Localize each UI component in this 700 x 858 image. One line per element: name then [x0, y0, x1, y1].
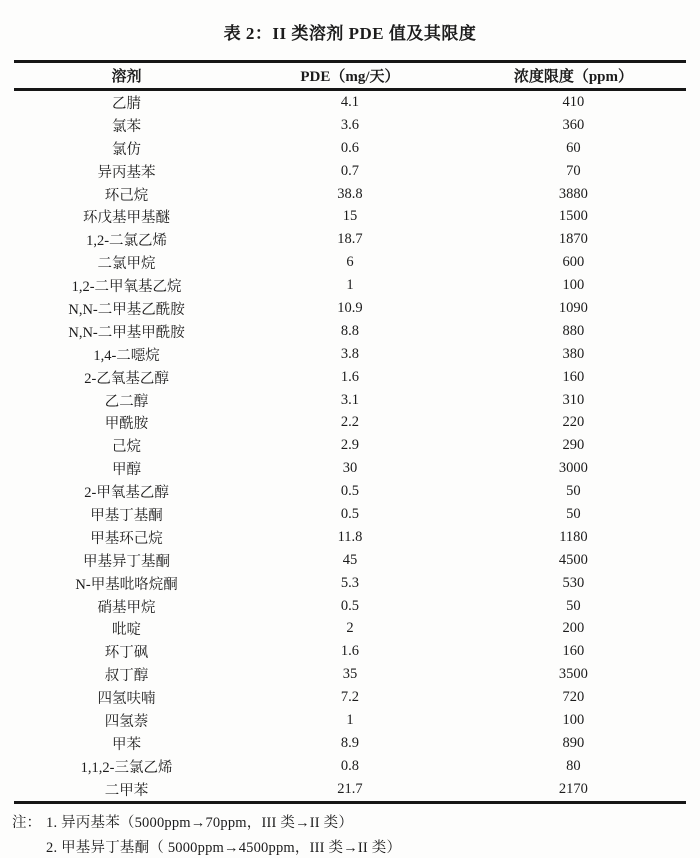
limit-value-cell: 1180 [559, 528, 588, 545]
pde-value-cell: 0.5 [340, 505, 360, 522]
table-row [14, 389, 686, 412]
solvent-name-cell: 吡啶 [112, 622, 142, 639]
solvent-name-cell: 硝基甲烷 [97, 599, 156, 616]
col-header-pde: PDE（mg/天） [239, 62, 461, 90]
pde-value-cell: 18.7 [337, 231, 363, 248]
solvent-name-cell: 二甲苯 [14, 778, 239, 802]
limit-value-cell: 200 [562, 620, 585, 637]
pde-value-cell: 6 [346, 254, 354, 271]
table-row [14, 755, 686, 778]
pde-value-cell: 1.6 [340, 643, 360, 660]
pde-value-cell: 3.8 [340, 345, 360, 362]
solvent-name-cell: 2-甲氧基乙醇 [84, 485, 169, 502]
limit-value-cell: 410 [562, 93, 585, 110]
limit-value-cell: 4500 [558, 551, 588, 568]
col-header-limit: 浓度限度（ppm） [461, 62, 686, 90]
solvent-name-cell: N-甲基吡咯烷酮 [75, 576, 178, 593]
limit-value-cell: 3880 [558, 185, 588, 202]
table-row [14, 617, 686, 640]
table-row [14, 411, 686, 434]
footnote-item-1: 1. 异丙基苯（5000ppm→70ppm，III 类→II 类） [46, 814, 354, 831]
pde-value-cell: 5.3 [340, 574, 360, 591]
solvent-name-cell: 乙二醇 [104, 393, 149, 410]
notes-label: 注： [12, 814, 41, 831]
pde-value-cell: 3.1 [340, 391, 360, 408]
table-row [14, 183, 686, 206]
limit-value-cell: 2170 [461, 778, 686, 802]
pde-value-cell: 10.9 [337, 299, 363, 316]
limit-value-cell: 160 [562, 368, 585, 385]
pde-value-cell: 8.9 [340, 734, 360, 751]
pde-value-cell: 38.8 [337, 185, 363, 202]
table-row [14, 320, 686, 343]
table-row [14, 114, 686, 137]
table-row [14, 251, 686, 274]
solvent-name-cell: 四氢呋喃 [97, 691, 156, 708]
pde-value-cell: 30 [342, 460, 358, 477]
footnotes [12, 811, 688, 858]
pde-value-cell: 35 [342, 666, 358, 683]
pde-value-cell: 3.6 [340, 116, 360, 133]
solvent-name-cell: 环丁砜 [104, 645, 149, 662]
table-row [14, 595, 686, 618]
pde-value-cell: 0.6 [340, 139, 360, 156]
table-row [14, 778, 686, 802]
pde-value-cell: 15 [342, 208, 358, 225]
pde-value-cell: 2 [346, 620, 354, 637]
solvent-name-cell: N,N-二甲基甲酰胺 [68, 324, 185, 341]
limit-value-cell: 50 [566, 597, 581, 614]
solvent-name-cell: 环己烷 [104, 187, 149, 204]
solvent-name-cell: 1,2-二氯乙烯 [86, 233, 168, 250]
solvent-name-cell: 二氯甲烷 [97, 256, 156, 273]
solvent-name-cell: 甲醇 [112, 462, 142, 479]
table-title: 表 2：II 类溶剂 PDE 值及其限度 [223, 24, 477, 43]
pde-value-cell: 45 [342, 551, 358, 568]
pde-value-cell: 21.7 [239, 778, 461, 802]
solvent-name-cell: 氯仿 [112, 141, 142, 158]
solvent-name-cell: 环戊基甲基醚 [83, 210, 171, 227]
solvent-name-cell: 己烷 [112, 439, 142, 456]
limit-value-cell: 100 [562, 277, 585, 294]
solvent-name-cell: 甲苯 [112, 736, 142, 753]
limit-value-cell: 380 [562, 345, 585, 362]
limit-value-cell: 360 [562, 116, 585, 133]
footnote-item-2: 2. 甲基异丁基酮（ 5000ppm→4500ppm，III 类→II 类） [46, 839, 402, 856]
table-row [14, 663, 686, 686]
table-row [14, 709, 686, 732]
table-row [14, 503, 686, 526]
solvent-name-cell: N,N-二甲基乙酰胺 [68, 301, 185, 318]
table-row [14, 526, 686, 549]
solvent-name-cell: 2-乙氧基乙醇 [84, 370, 169, 387]
solvent-name-cell: 氯苯 [112, 118, 142, 135]
limit-value-cell: 1090 [558, 299, 588, 316]
solvent-name-cell: 1,1,2-三氯乙烯 [80, 759, 173, 776]
table-row [14, 640, 686, 663]
table-row [14, 572, 686, 595]
pde-value-cell: 0.7 [340, 162, 360, 179]
table-row [14, 686, 686, 709]
solvent-name-cell: 甲基环己烷 [90, 530, 163, 547]
table-row [14, 205, 686, 228]
solvent-name-cell: 四氢萘 [104, 713, 149, 730]
limit-value-cell: 160 [562, 643, 585, 660]
limit-value-cell: 880 [562, 322, 585, 339]
limit-value-cell: 310 [562, 391, 585, 408]
limit-value-cell: 100 [562, 711, 585, 728]
limit-value-cell: 530 [562, 574, 585, 591]
table-row [14, 297, 686, 320]
limit-value-cell: 1870 [558, 231, 588, 248]
table-row [14, 90, 686, 114]
pde-value-cell: 1 [346, 277, 354, 294]
limit-value-cell: 3500 [558, 666, 588, 683]
table-row [14, 457, 686, 480]
limit-value-cell: 3000 [558, 460, 588, 477]
solvent-name-cell: 甲基异丁基酮 [83, 553, 171, 570]
pde-value-cell: 0.5 [340, 597, 360, 614]
pde-value-cell: 2.9 [340, 437, 360, 454]
table-row [14, 480, 686, 503]
pde-value-cell: 8.8 [340, 322, 360, 339]
limit-value-cell: 80 [566, 757, 581, 774]
limit-value-cell: 600 [562, 254, 585, 271]
notes-indent [12, 836, 46, 858]
footnote-line-1 [12, 811, 688, 836]
table-row [14, 549, 686, 572]
solvent-name-cell: 甲酰胺 [104, 416, 149, 433]
solvent-name-cell: 1,2-二甲氧基乙烷 [71, 279, 182, 296]
pde-value-cell: 11.8 [337, 528, 363, 545]
table-row [14, 732, 686, 755]
pde-value-cell: 1 [346, 711, 354, 728]
limit-value-cell: 50 [566, 483, 581, 500]
solvent-name-cell: 叔丁醇 [104, 668, 149, 685]
solvent-name-cell: 乙腈 [112, 95, 142, 112]
solvent-name-cell: 甲基丁基酮 [90, 507, 163, 524]
table-row [14, 366, 686, 389]
solvent-table [14, 60, 686, 804]
pde-value-cell: 0.5 [340, 483, 360, 500]
pde-value-cell: 1.6 [340, 368, 360, 385]
table-row [14, 434, 686, 457]
pde-value-cell: 4.1 [340, 93, 360, 110]
table-row [14, 274, 686, 297]
pde-value-cell: 2.2 [340, 414, 360, 431]
limit-value-cell: 60 [566, 139, 581, 156]
solvent-name-cell: 1,4-二噁烷 [93, 347, 160, 364]
table-row [14, 160, 686, 183]
footnote-line-2 [12, 836, 688, 858]
solvent-name-cell: 异丙基苯 [97, 164, 156, 181]
pde-value-cell: 7.2 [340, 689, 360, 706]
limit-value-cell: 220 [562, 414, 585, 431]
limit-value-cell: 50 [566, 505, 581, 522]
limit-value-cell: 890 [562, 734, 585, 751]
limit-value-cell: 1500 [558, 208, 588, 225]
table-row [14, 137, 686, 160]
header-row [14, 62, 686, 90]
limit-value-cell: 70 [566, 162, 581, 179]
pde-value-cell: 0.8 [340, 757, 360, 774]
table-row [14, 343, 686, 366]
table-row [14, 228, 686, 251]
limit-value-cell: 290 [562, 437, 585, 454]
limit-value-cell: 720 [562, 689, 585, 706]
col-header-solvent: 溶剂 [14, 62, 239, 90]
